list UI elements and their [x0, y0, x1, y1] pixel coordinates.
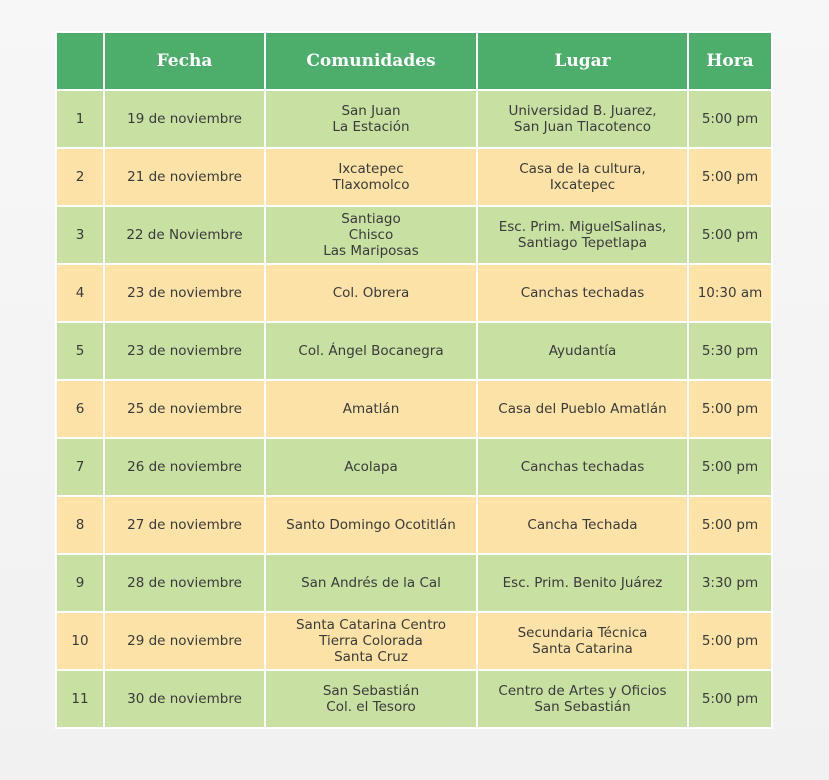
table-row	[56, 206, 772, 264]
row-number: 5	[56, 322, 104, 380]
table-row	[56, 496, 772, 554]
lugar-line: Santiago Tepetlapa	[517, 235, 648, 251]
header-hora: Hora	[688, 32, 772, 90]
row-fecha: 22 de Noviembre	[104, 206, 265, 264]
row-fecha: 23 de noviembre	[104, 322, 265, 380]
header-comunidades: Comunidades	[265, 32, 477, 90]
lugar-line: Cancha Techada	[527, 517, 638, 533]
row-lugar	[477, 670, 688, 728]
row-comunidades	[265, 554, 477, 612]
row-fecha: 28 de noviembre	[104, 554, 265, 612]
lugar-line: Centro de Artes y Oficios	[498, 683, 667, 699]
row-lugar	[477, 322, 688, 380]
row-comunidades	[265, 322, 477, 380]
row-hora: 3:30 pm	[688, 554, 772, 612]
row-number: 2	[56, 148, 104, 206]
lugar-line: Ayudantía	[548, 343, 617, 359]
table-row	[56, 90, 772, 148]
lugar-line: San Sebastián	[534, 699, 631, 715]
row-hora: 5:00 pm	[688, 496, 772, 554]
row-fecha: 29 de noviembre	[104, 612, 265, 670]
comunidad-line: Santa Catarina Centro	[295, 617, 447, 633]
header-number	[56, 32, 104, 90]
table-row	[56, 264, 772, 322]
row-comunidades	[265, 612, 477, 670]
header-fecha: Fecha	[104, 32, 265, 90]
table-row	[56, 670, 772, 728]
comunidad-line: Acolapa	[344, 459, 398, 475]
row-hora: 5:00 pm	[688, 206, 772, 264]
row-number: 1	[56, 90, 104, 148]
row-number: 11	[56, 670, 104, 728]
row-fecha: 21 de noviembre	[104, 148, 265, 206]
row-lugar	[477, 612, 688, 670]
comunidad-line: Col. el Tesoro	[326, 699, 416, 715]
row-comunidades	[265, 670, 477, 728]
row-lugar	[477, 90, 688, 148]
row-number: 9	[56, 554, 104, 612]
table-row	[56, 322, 772, 380]
row-comunidades	[265, 438, 477, 496]
row-comunidades	[265, 148, 477, 206]
comunidad-line: Santiago	[341, 211, 401, 227]
comunidad-line: Tlaxomolco	[332, 177, 410, 193]
row-number: 3	[56, 206, 104, 264]
row-hora: 5:00 pm	[688, 438, 772, 496]
lugar-line: Esc. Prim. Benito Juárez	[502, 575, 663, 591]
lugar-line: Santa Catarina	[532, 641, 633, 657]
comunidad-line: Santa Cruz	[334, 649, 408, 665]
comunidad-line: Amatlán	[342, 401, 400, 417]
row-hora: 5:00 pm	[688, 612, 772, 670]
row-comunidades	[265, 380, 477, 438]
row-fecha: 30 de noviembre	[104, 670, 265, 728]
lugar-line: Esc. Prim. MiguelSalinas,	[498, 219, 667, 235]
comunidad-line: Col. Ángel Bocanegra	[298, 343, 444, 359]
comunidad-line: Col. Obrera	[332, 285, 410, 301]
row-fecha: 26 de noviembre	[104, 438, 265, 496]
row-number: 6	[56, 380, 104, 438]
header-lugar: Lugar	[477, 32, 688, 90]
row-fecha: 23 de noviembre	[104, 264, 265, 322]
table-row	[56, 148, 772, 206]
table-header	[56, 32, 772, 90]
table-row	[56, 554, 772, 612]
row-lugar	[477, 148, 688, 206]
comunidad-line: Santo Domingo Ocotitlán	[286, 517, 456, 533]
row-number: 10	[56, 612, 104, 670]
lugar-line: Casa del Pueblo Amatlán	[498, 401, 667, 417]
lugar-line: San Juan Tlacotenco	[513, 119, 652, 135]
row-lugar	[477, 206, 688, 264]
row-lugar	[477, 554, 688, 612]
comunidad-line: San Andrés de la Cal	[301, 575, 441, 591]
lugar-line: Secundaria Técnica	[517, 625, 648, 641]
row-fecha: 27 de noviembre	[104, 496, 265, 554]
comunidad-line: Tierra Colorada	[319, 633, 423, 649]
row-hora: 5:00 pm	[688, 670, 772, 728]
schedule-table	[55, 31, 773, 729]
row-lugar	[477, 380, 688, 438]
table-row	[56, 438, 772, 496]
lugar-line: Casa de la cultura,	[519, 161, 646, 177]
schedule-table-container	[55, 31, 771, 729]
lugar-line: Universidad B. Juarez,	[508, 103, 657, 119]
row-hora: 5:00 pm	[688, 380, 772, 438]
table-row	[56, 612, 772, 670]
row-lugar	[477, 264, 688, 322]
comunidad-line: Las Mariposas	[323, 243, 419, 259]
row-hora: 10:30 am	[688, 264, 772, 322]
header-row	[56, 32, 772, 90]
row-number: 8	[56, 496, 104, 554]
row-hora: 5:00 pm	[688, 148, 772, 206]
lugar-line: Canchas techadas	[520, 459, 645, 475]
lugar-line: Canchas techadas	[520, 285, 645, 301]
row-number: 4	[56, 264, 104, 322]
row-hora: 5:30 pm	[688, 322, 772, 380]
table-row	[56, 380, 772, 438]
row-comunidades	[265, 496, 477, 554]
table-body	[56, 90, 772, 728]
row-number: 7	[56, 438, 104, 496]
row-fecha: 25 de noviembre	[104, 380, 265, 438]
comunidad-line: San Juan	[341, 103, 401, 119]
comunidad-line: La Estación	[332, 119, 410, 135]
comunidad-line: Chisco	[348, 227, 394, 243]
comunidad-line: San Sebastián	[322, 683, 420, 699]
row-comunidades	[265, 264, 477, 322]
lugar-line: Ixcatepec	[549, 177, 616, 193]
row-comunidades	[265, 206, 477, 264]
row-hora: 5:00 pm	[688, 90, 772, 148]
row-lugar	[477, 438, 688, 496]
row-lugar	[477, 496, 688, 554]
row-fecha: 19 de noviembre	[104, 90, 265, 148]
row-comunidades	[265, 90, 477, 148]
comunidad-line: Ixcatepec	[338, 161, 404, 177]
